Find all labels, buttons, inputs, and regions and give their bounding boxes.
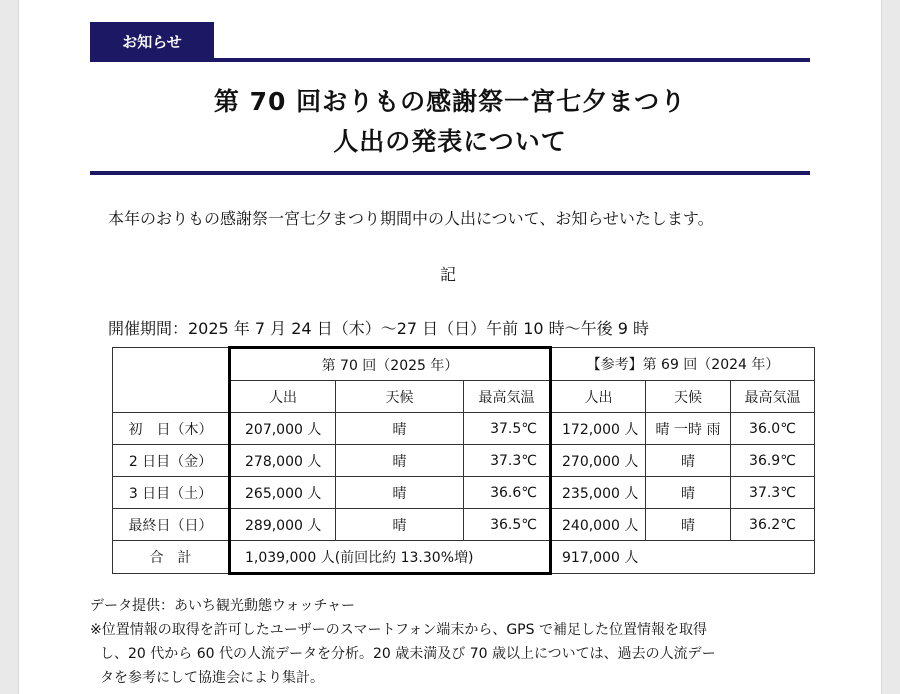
header-rule-top	[90, 58, 810, 62]
right-border	[881, 0, 900, 694]
intro-text: 本年のおりもの感謝祭一宮七夕まつり期間中の人出について、お知らせいたします。	[108, 209, 714, 228]
total-2025: 1,039,000 人(前回比約 13.30%増)	[230, 541, 551, 574]
table-row	[113, 445, 815, 477]
temp-2025: 36.5℃	[464, 509, 551, 541]
temp-2024: 36.2℃	[731, 509, 815, 541]
weather-2024: 晴	[646, 509, 731, 541]
note-line-2: し、20 代から 60 代の人流データを分析。20 歳未満及び 70 歳以上については、過去の人流デー	[100, 646, 716, 662]
attendance-table	[112, 346, 815, 575]
people-2025: 289,000 人	[230, 509, 336, 541]
weather-2025: 晴	[336, 445, 464, 477]
subheader-weather-2025: 天候	[336, 381, 464, 413]
subheader-temp-2025: 最高気温	[464, 381, 551, 413]
header-2025: 第 70 回（2025 年）	[230, 348, 551, 381]
ki-mark: 記	[440, 265, 457, 284]
weather-2024: 晴 一時 雨	[646, 413, 731, 445]
subheader-temp-2024: 最高気温	[731, 381, 815, 413]
table-row	[113, 477, 815, 509]
temp-2025: 36.6℃	[464, 477, 551, 509]
table-row	[113, 413, 815, 445]
people-2025: 278,000 人	[230, 445, 336, 477]
table-row	[113, 509, 815, 541]
total-2024: 917,000 人	[551, 541, 815, 574]
people-2024: 172,000 人	[551, 413, 646, 445]
table-header-row	[113, 348, 815, 381]
header-2024: 【参考】第 69 回（2024 年）	[551, 348, 815, 381]
total-label: 合 計	[113, 541, 230, 574]
people-2025: 265,000 人	[230, 477, 336, 509]
weather-2025: 晴	[336, 509, 464, 541]
note-line-3: タを参考にして協進会により集計。	[100, 670, 324, 686]
subheader-people-2024: 人出	[551, 381, 646, 413]
people-2024: 240,000 人	[551, 509, 646, 541]
people-2024: 270,000 人	[551, 445, 646, 477]
temp-2024: 36.0℃	[731, 413, 815, 445]
header-rule-bottom	[90, 171, 810, 175]
row-label: 3 日目（土）	[113, 477, 230, 509]
temp-2024: 36.9℃	[731, 445, 815, 477]
row-label: 最終日（日）	[113, 509, 230, 541]
people-2025: 207,000 人	[230, 413, 336, 445]
subheader-weather-2024: 天候	[646, 381, 731, 413]
temp-2025: 37.3℃	[464, 445, 551, 477]
weather-2024: 晴	[646, 445, 731, 477]
subheader-people-2025: 人出	[230, 381, 336, 413]
notice-badge: お知らせ	[90, 22, 214, 60]
table-total-row	[113, 541, 815, 574]
note-line-1: ※位置情報の取得を許可したユーザーのスマートフォン端末から、GPS で補足した位置情報を取得	[90, 622, 707, 638]
notes	[90, 594, 810, 690]
people-2024: 235,000 人	[551, 477, 646, 509]
temp-2024: 37.3℃	[731, 477, 815, 509]
left-border	[0, 0, 19, 694]
table-corner-cell	[113, 348, 230, 413]
data-source: データ提供：あいち観光動態ウォッチャー	[90, 598, 356, 614]
weather-2025: 晴	[336, 413, 464, 445]
row-label: 初 日（木）	[113, 413, 230, 445]
temp-2025: 37.5℃	[464, 413, 551, 445]
event-period: 開催期間：2025 年 7 月 24 日（木）～27 日（日）午前 10 時～午後 9 時	[108, 319, 650, 338]
weather-2025: 晴	[336, 477, 464, 509]
page-title-line-2: 人出の発表について	[333, 127, 567, 156]
weather-2024: 晴	[646, 477, 731, 509]
row-label: 2 日目（金）	[113, 445, 230, 477]
page-title-line-1: 第 70 回おりもの感謝祭一宮七夕まつり	[213, 87, 687, 116]
